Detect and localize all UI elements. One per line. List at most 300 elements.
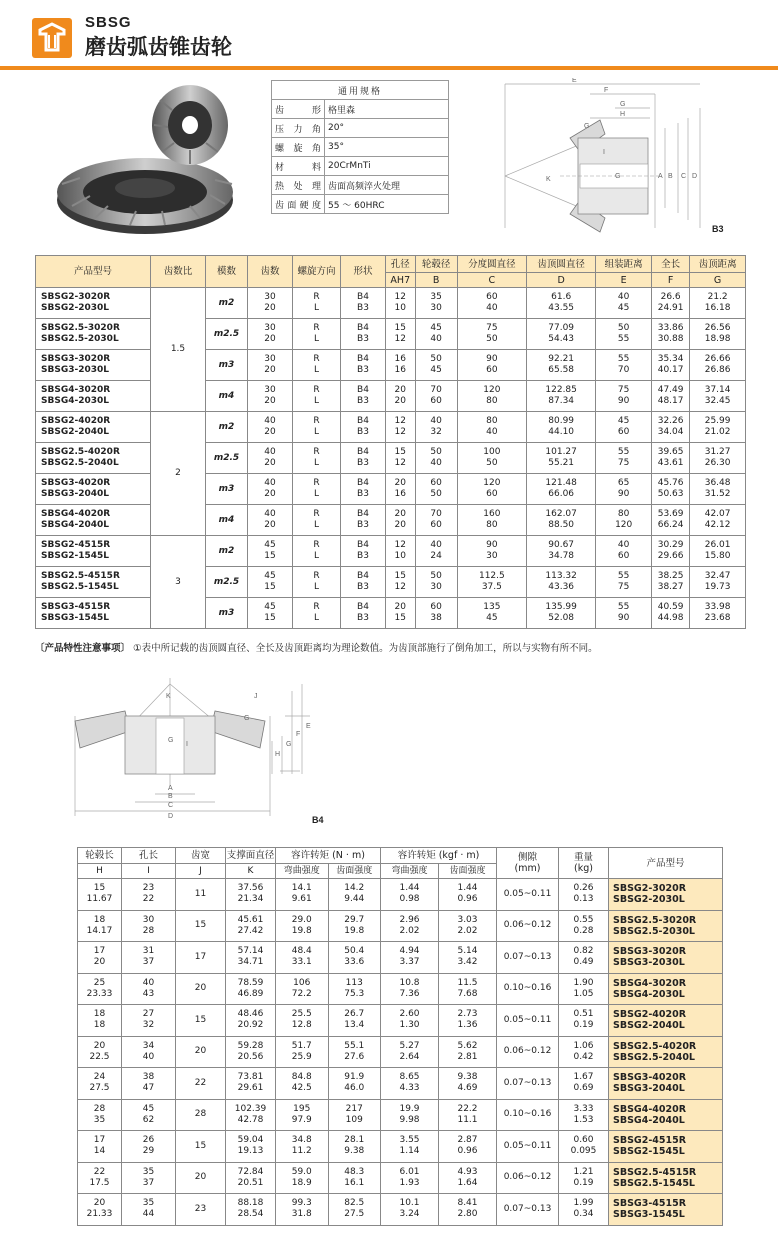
- torque-cell: [328, 1036, 381, 1068]
- col-letter: C: [457, 273, 526, 288]
- torque-cell: [328, 910, 381, 942]
- torque-cell-value: 82.5: [344, 1198, 365, 1209]
- torque-cell: [328, 879, 381, 911]
- dim-cell: [690, 474, 746, 505]
- direction-cell: [293, 350, 341, 381]
- dim-cell: [527, 474, 596, 505]
- hub-length-cell: [78, 973, 122, 1005]
- teeth-cell-value: 30: [264, 354, 276, 364]
- table-row: [36, 598, 746, 629]
- weight-cell-value: 1.99: [573, 1198, 594, 1209]
- hub-length-cell: [78, 1099, 122, 1131]
- dim-cell: [652, 567, 690, 598]
- teeth-cell-value: 15: [264, 582, 276, 592]
- dim-cell: [690, 598, 746, 629]
- direction-cell: [293, 536, 341, 567]
- dim-cell: [386, 536, 416, 567]
- dim-cell-value: 15: [394, 571, 406, 581]
- dim-cell-value: 33.86: [657, 323, 684, 333]
- dim-cell: [386, 288, 416, 319]
- table-row: [78, 1131, 723, 1163]
- col-mount: 组装距离: [596, 256, 652, 273]
- bore-length-cell-value: 31: [142, 946, 155, 957]
- direction-cell-value: L: [313, 334, 319, 344]
- torque-cell-value: 50.4: [344, 946, 365, 957]
- model-cell-value: SBSG3-4020R: [41, 478, 111, 488]
- bore-length-cell: [122, 1099, 176, 1131]
- torque-cell-value: 9.44: [344, 894, 365, 905]
- support-dia-cell: [226, 973, 276, 1005]
- support-dia-cell: [226, 1131, 276, 1163]
- general-spec-table: [271, 80, 449, 214]
- teeth-cell-value: 45: [264, 571, 276, 581]
- shape-cell-value: B3: [357, 365, 369, 375]
- torque-cell-value: 1.36: [457, 1020, 478, 1031]
- shape-cell: [341, 319, 386, 350]
- direction-cell-value: R: [313, 478, 320, 488]
- torque-cell-value: 84.8: [291, 1072, 312, 1083]
- spec-value: 35°: [325, 138, 449, 157]
- hub-length-cell-value: 22: [93, 1166, 106, 1177]
- model-cell: [36, 474, 151, 505]
- support-dia-cell: [226, 1036, 276, 1068]
- dim-cell-value: 40.59: [657, 602, 684, 612]
- table-header-row: [36, 256, 746, 273]
- model-cell-value: SBSG2.5-4515R: [613, 1166, 697, 1178]
- support-dia-cell: [226, 879, 276, 911]
- dim-cell-value: 75: [617, 385, 630, 395]
- support-dia-cell: [226, 1194, 276, 1226]
- torque-cell-value: 3.37: [399, 957, 420, 968]
- weight-cell-value: 0.60: [573, 1135, 594, 1146]
- teeth-cell: [248, 381, 293, 412]
- dim-cell-value: 35: [430, 292, 442, 302]
- model-cell-value: SBSG4-2030L: [613, 988, 685, 1000]
- dim-cell-value: 55: [617, 602, 630, 612]
- face-width-cell: 15: [176, 1131, 226, 1163]
- model-cell-value: SBSG2.5-1545L: [613, 1177, 695, 1189]
- dim-cell: [386, 381, 416, 412]
- torque-cell: [328, 1194, 381, 1226]
- dim-cell: [457, 598, 526, 629]
- dim-cell-value: 45: [430, 323, 442, 333]
- weight-cell-value: 1.90: [573, 977, 594, 988]
- torque-cell: [439, 973, 497, 1005]
- dim-cell: [386, 598, 416, 629]
- svg-text:K: K: [546, 176, 551, 183]
- dim-cell: [527, 567, 596, 598]
- module-cell: m3: [206, 350, 248, 381]
- module-cell: m3: [206, 598, 248, 629]
- direction-cell-value: R: [313, 509, 320, 519]
- support-dia-cell-value: 29.61: [237, 1083, 264, 1094]
- model-cell: [36, 536, 151, 567]
- bore-length-cell: [122, 1131, 176, 1163]
- dim-cell-value: 45: [430, 365, 442, 375]
- module-cell: m2: [206, 536, 248, 567]
- face-width-cell: 20: [176, 1036, 226, 1068]
- backlash-unit: (mm): [514, 863, 541, 874]
- torque-cell-value: 29.0: [291, 914, 312, 925]
- shape-cell-value: B4: [357, 292, 369, 302]
- dim-cell-value: 30.88: [657, 334, 684, 344]
- torque-cell-value: 9.38: [344, 1146, 365, 1157]
- module-cell: m2: [206, 412, 248, 443]
- bore-length-cell-value: 35: [142, 1198, 155, 1209]
- spec-heading: 通用规格: [272, 81, 449, 100]
- torque-cell: [439, 1131, 497, 1163]
- bore-length-cell-value: 38: [142, 1072, 155, 1083]
- model-cell-value: SBSG2-3020R: [613, 883, 687, 895]
- col-weight: [559, 848, 609, 879]
- shape-cell-value: B3: [357, 613, 369, 623]
- dim-cell: [596, 319, 652, 350]
- teeth-cell-value: 20: [264, 365, 276, 375]
- hub-length-cell-value: 17: [93, 1135, 106, 1146]
- bore-length-cell: [122, 1068, 176, 1100]
- face-width-cell: 23: [176, 1194, 226, 1226]
- svg-text:G: G: [286, 741, 292, 748]
- dim-cell-value: 50: [617, 323, 630, 333]
- teeth-cell-value: 30: [264, 292, 276, 302]
- torque-cell-value: 97.9: [291, 1114, 312, 1125]
- spec-row: [272, 119, 449, 138]
- face-width-cell: 28: [176, 1099, 226, 1131]
- model-cell: [36, 381, 151, 412]
- dim-cell-value: 113.32: [545, 571, 577, 581]
- module-cell: m2.5: [206, 567, 248, 598]
- torque-cell-value: 13.4: [344, 1020, 365, 1031]
- dim-cell: [690, 350, 746, 381]
- dim-cell-value: 37.5: [481, 582, 502, 592]
- model-cell-value: SBSG4-2040L: [41, 520, 109, 530]
- dim-cell-value: 12: [394, 458, 406, 468]
- support-dia-cell-value: 45.61: [237, 914, 264, 925]
- col-ratio: 齿数比: [151, 256, 206, 288]
- col-letter: J: [176, 864, 226, 879]
- torque-cell-value: 6.01: [399, 1166, 420, 1177]
- dim-cell: [386, 350, 416, 381]
- dim-cell-value: 12: [394, 416, 406, 426]
- dim-cell-value: 55: [617, 571, 630, 581]
- bore-length-cell-value: 62: [142, 1114, 155, 1125]
- direction-cell: [293, 505, 341, 536]
- weight-cell-value: 1.05: [573, 988, 594, 999]
- model-cell-value: SBSG4-4020R: [613, 1103, 687, 1115]
- dim-cell-value: 20: [394, 602, 406, 612]
- col-model: 产品型号: [36, 256, 151, 288]
- torque-cell-value: 7.36: [399, 988, 420, 999]
- torque-cell-value: 7.68: [457, 988, 478, 999]
- module-cell: m2.5: [206, 319, 248, 350]
- torque-cell-value: 27.5: [344, 1209, 365, 1220]
- hub-length-cell-value: 18: [93, 1020, 106, 1031]
- torque-cell-value: 27.6: [344, 1051, 365, 1062]
- dim-cell-value: 15: [394, 447, 406, 457]
- dim-cell-value: 50.63: [657, 489, 684, 499]
- svg-text:G: G: [244, 715, 250, 722]
- model-cell-value: SBSG3-1545L: [41, 613, 109, 623]
- dim-cell-value: 55: [617, 334, 630, 344]
- torque-cell: [276, 973, 329, 1005]
- torque-cell-value: 18.9: [291, 1177, 312, 1188]
- model-cell-value: SBSG2-4515R: [613, 1135, 687, 1147]
- dim-cell: [690, 505, 746, 536]
- direction-cell-value: R: [313, 416, 320, 426]
- dim-cell-value: 32.45: [704, 396, 731, 406]
- torque-cell-value: 4.33: [399, 1083, 420, 1094]
- backlash-cell: 0.06~0.12: [497, 1036, 559, 1068]
- torque-cell-value: 5.14: [457, 946, 478, 957]
- model-cell: [36, 350, 151, 381]
- support-dia-cell-value: 21.34: [237, 894, 264, 905]
- torque-cell-value: 14.1: [291, 883, 312, 894]
- torque-cell-value: 2.02: [399, 925, 420, 936]
- model-cell-value: SBSG3-1545L: [613, 1209, 685, 1221]
- svg-text:F: F: [296, 731, 301, 738]
- face-width-cell: 20: [176, 973, 226, 1005]
- dim-cell-value: 162.07: [545, 509, 577, 519]
- shape-cell-value: B4: [357, 354, 369, 364]
- hub-length-cell-value: 24: [93, 1072, 106, 1083]
- shape-cell: [341, 350, 386, 381]
- module-cell: m4: [206, 381, 248, 412]
- weight-cell: [559, 879, 609, 911]
- torque-cell: [276, 910, 329, 942]
- face-width-cell: 20: [176, 1162, 226, 1194]
- model-cell-value: SBSG2-1545L: [613, 1146, 685, 1158]
- dim-cell-value: 80: [617, 509, 630, 519]
- dim-cell-value: 43.36: [548, 582, 575, 592]
- direction-cell-value: R: [313, 602, 320, 612]
- col-surface: 齿面强度: [328, 864, 381, 879]
- model-cell-value: SBSG4-4020R: [41, 509, 111, 519]
- hub-length-cell-value: 22.5: [89, 1051, 110, 1062]
- dim-cell-value: 75: [486, 323, 498, 333]
- col-letter: D: [527, 273, 596, 288]
- hub-length-cell-value: 23.33: [86, 988, 113, 999]
- direction-cell-value: R: [313, 292, 320, 302]
- dim-cell-value: 43.55: [548, 303, 575, 313]
- dim-cell: [652, 350, 690, 381]
- dim-cell-value: 45.76: [657, 478, 684, 488]
- bore-length-cell-value: 37: [142, 957, 155, 968]
- model-cell-value: SBSG3-4020R: [613, 1072, 687, 1084]
- torque-cell: [381, 973, 439, 1005]
- shape-cell-value: B4: [357, 447, 369, 457]
- teeth-cell-value: 20: [264, 458, 276, 468]
- support-dia-cell-value: 20.51: [237, 1177, 264, 1188]
- dim-cell-value: 12: [394, 540, 406, 550]
- dim-cell-value: 26.86: [704, 365, 731, 375]
- dim-cell-value: 38: [430, 613, 442, 623]
- torque-cell-value: 28.1: [344, 1135, 365, 1146]
- page-header: [0, 0, 778, 72]
- col-tip: 齿顶圆直径: [527, 256, 596, 273]
- torque-cell-value: 99.3: [291, 1198, 312, 1209]
- bore-length-cell-value: 40: [142, 1051, 155, 1062]
- model-cell-value: SBSG2-2040L: [41, 427, 109, 437]
- torque-cell: [276, 1194, 329, 1226]
- torque-cell-value: 11.1: [457, 1114, 478, 1125]
- model-cell-value: SBSG3-2030L: [613, 957, 685, 969]
- svg-text:A: A: [658, 173, 663, 180]
- support-dia-cell-value: 46.89: [237, 988, 264, 999]
- hub-length-cell: [78, 1005, 122, 1037]
- dim-cell-value: 55: [617, 447, 630, 457]
- model-cell: [36, 505, 151, 536]
- model-cell-value: SBSG2-2030L: [613, 894, 685, 906]
- torque-cell-value: 1.44: [399, 883, 420, 894]
- torque-cell-value: 16.1: [344, 1177, 365, 1188]
- svg-text:F: F: [604, 87, 609, 94]
- hub-length-cell-value: 17.5: [89, 1177, 110, 1188]
- teeth-cell-value: 15: [264, 613, 276, 623]
- teeth-cell-value: 40: [264, 478, 276, 488]
- dim-cell-value: 32.26: [657, 416, 684, 426]
- torque-cell: [328, 1162, 381, 1194]
- weight-cell-value: 0.13: [573, 894, 594, 905]
- model-cell: [609, 1099, 723, 1131]
- hub-length-cell-value: 11.67: [86, 894, 113, 905]
- support-dia-cell: [226, 1068, 276, 1100]
- dim-cell-value: 12: [394, 334, 406, 344]
- spec-value: 55 ～ 60HRC: [325, 195, 449, 214]
- svg-text:E: E: [306, 723, 311, 730]
- weight-cell: [559, 942, 609, 974]
- dim-cell-value: 16: [394, 365, 406, 375]
- model-cell: [36, 567, 151, 598]
- torque-cell: [439, 942, 497, 974]
- dim-cell-value: 70: [430, 509, 442, 519]
- bore-length-cell-value: 32: [142, 1020, 155, 1031]
- support-dia-cell-value: 88.18: [237, 1198, 264, 1209]
- dim-cell-value: 19.73: [704, 582, 731, 592]
- dim-cell-value: 60: [486, 292, 498, 302]
- direction-cell: [293, 412, 341, 443]
- spec-row: [272, 176, 449, 195]
- dimensions-table: [35, 255, 746, 629]
- dim-cell-value: 61.6: [551, 292, 572, 302]
- svg-text:G: G: [584, 123, 590, 130]
- hub-length-cell-value: 27.5: [89, 1083, 110, 1094]
- dim-cell-value: 32: [430, 427, 442, 437]
- direction-cell-value: R: [313, 354, 320, 364]
- torque-cell: [328, 1099, 381, 1131]
- hub-length-cell-value: 21.33: [86, 1209, 113, 1220]
- direction-cell-value: R: [313, 571, 320, 581]
- col-letter: E: [596, 273, 652, 288]
- dim-cell: [596, 567, 652, 598]
- dim-cell: [596, 381, 652, 412]
- spec-key: 压力角: [272, 119, 325, 138]
- dim-cell-value: 36.48: [704, 478, 731, 488]
- ratio-cell: 3: [151, 536, 206, 629]
- direction-cell-value: L: [313, 303, 319, 313]
- dim-cell-value: 101.27: [545, 447, 577, 457]
- torque-cell-value: 3.42: [457, 957, 478, 968]
- model-cell-value: SBSG4-2030L: [41, 396, 109, 406]
- bore-length-cell-value: 40: [142, 977, 155, 988]
- dim-cell-value: 25.99: [704, 416, 731, 426]
- shape-cell-value: B4: [357, 323, 369, 333]
- torque-cell-value: 9.61: [291, 894, 312, 905]
- bore-length-cell-value: 26: [142, 1135, 155, 1146]
- teeth-cell: [248, 319, 293, 350]
- bore-length-cell: [122, 1005, 176, 1037]
- torque-cell-value: 113: [345, 977, 363, 988]
- support-dia-cell-value: 20.92: [237, 1020, 264, 1031]
- backlash-cell: 0.05~0.11: [497, 879, 559, 911]
- torque-cell-value: 10.8: [399, 977, 420, 988]
- dim-cell: [527, 598, 596, 629]
- dim-cell-value: 45: [617, 303, 630, 313]
- dim-cell-value: 50: [486, 334, 498, 344]
- dim-cell-value: 26.56: [704, 323, 731, 333]
- spec-row: [272, 100, 449, 119]
- torque-cell: [439, 1162, 497, 1194]
- torque-cell-value: 1.64: [457, 1177, 478, 1188]
- torque-cell-value: 12.8: [291, 1020, 312, 1031]
- table-header-row: [78, 848, 723, 864]
- support-dia-cell-value: 28.54: [237, 1209, 264, 1220]
- table-row: [36, 288, 746, 319]
- support-dia-cell: [226, 1005, 276, 1037]
- note-text: ①表中所记载的齿顶圆直径、全长及齿顶距离均为理论数值。为齿顶部施行了倒角加工，所以与实物有所不同。: [133, 643, 598, 654]
- weight-cell: [559, 1005, 609, 1037]
- dim-cell: [457, 443, 526, 474]
- torque-cell-value: 72.2: [291, 988, 312, 999]
- dim-cell-value: 15: [394, 613, 406, 623]
- dim-cell-value: 30.29: [657, 540, 684, 550]
- dim-cell: [386, 474, 416, 505]
- torque-cell-value: 195: [293, 1103, 311, 1114]
- direction-cell: [293, 288, 341, 319]
- dim-cell-value: 60: [617, 551, 630, 561]
- svg-text:K: K: [166, 693, 171, 700]
- dim-cell: [457, 381, 526, 412]
- svg-text:G: G: [168, 737, 174, 744]
- table-row: [36, 412, 746, 443]
- module-cell: m3: [206, 474, 248, 505]
- support-dia-cell: [226, 1162, 276, 1194]
- teeth-cell-value: 30: [264, 385, 276, 395]
- torque-cell: [381, 1131, 439, 1163]
- model-cell-value: SBSG2-3020R: [41, 292, 111, 302]
- torque-cell: [276, 942, 329, 974]
- torque-cell: [439, 1068, 497, 1100]
- model-cell-value: SBSG2.5-2030L: [41, 334, 119, 344]
- dim-cell: [386, 412, 416, 443]
- torque-cell: [276, 1036, 329, 1068]
- spec-key: 齿面硬度: [272, 195, 325, 214]
- dim-cell-value: 38.25: [657, 571, 684, 581]
- dim-cell-value: 65.58: [548, 365, 575, 375]
- direction-cell-value: L: [313, 489, 319, 499]
- table-row: [36, 505, 746, 536]
- torque-cell-value: 217: [345, 1103, 363, 1114]
- shape-cell-value: B4: [357, 478, 369, 488]
- model-cell-value: SBSG4-2040L: [613, 1114, 685, 1126]
- shape-cell-value: B3: [357, 458, 369, 468]
- torque-cell-value: 59.0: [291, 1166, 312, 1177]
- dim-cell-value: 50: [430, 489, 442, 499]
- shape-cell: [341, 381, 386, 412]
- torque-cell-value: 51.7: [291, 1040, 312, 1051]
- direction-cell-value: L: [313, 458, 319, 468]
- weight-cell-value: 0.28: [573, 925, 594, 936]
- torque-cell-value: 55.1: [344, 1040, 365, 1051]
